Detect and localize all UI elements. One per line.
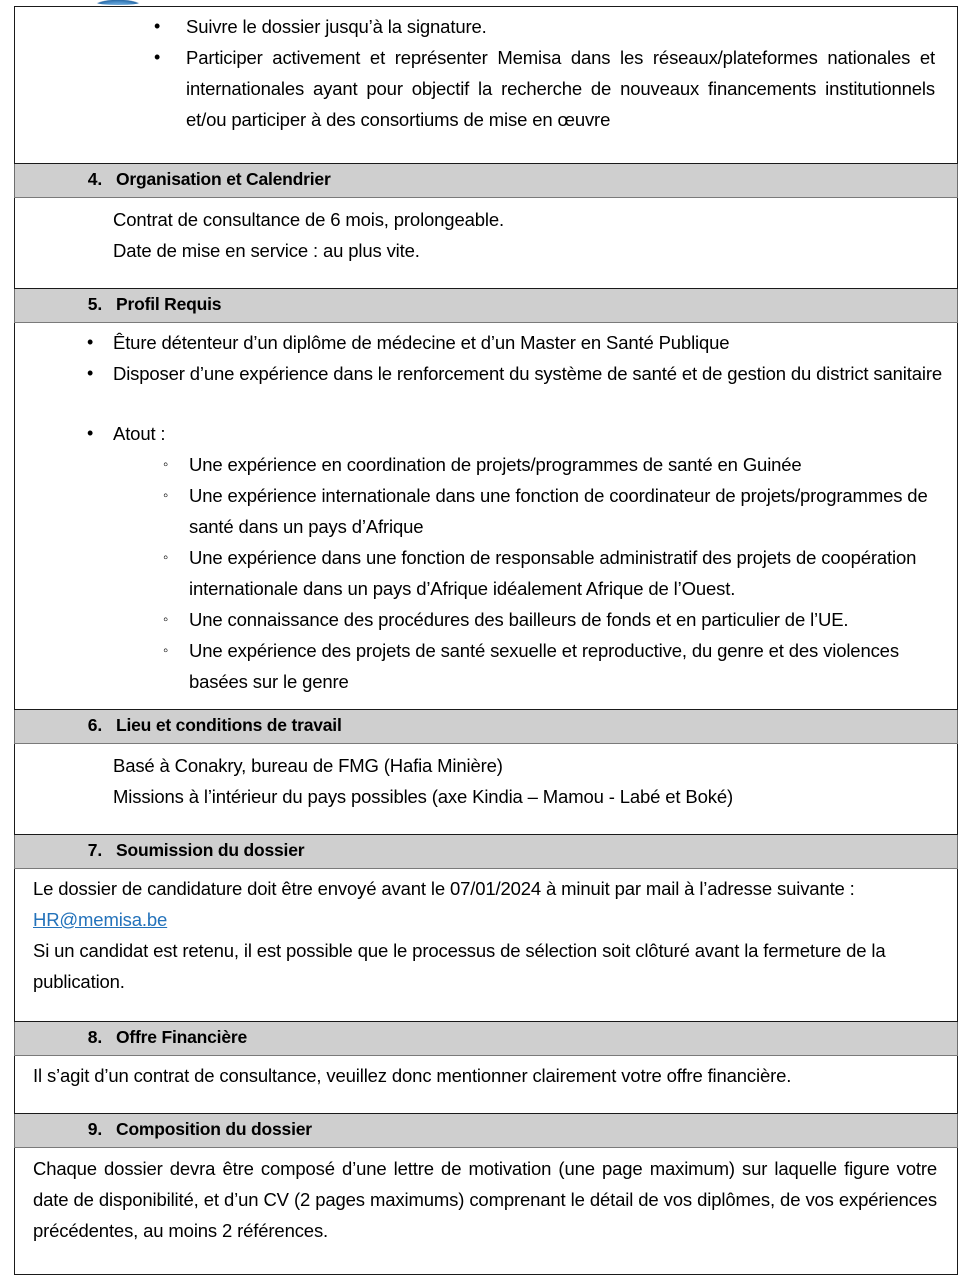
email-link[interactable]: HR@memisa.be [33,909,168,930]
section-number: 9. [87,1119,102,1139]
circle-bullet-icon: ◦ [163,642,169,659]
list-item [25,449,947,480]
list-item-label: Une expérience en coordination de projets/programmes de santé en Guinée [189,454,802,475]
table-row-section-4-header [15,164,958,198]
table-row-section-7-body [15,869,958,1022]
section-header-8 [15,1022,958,1056]
section-6-line-2: Missions à l’intérieur du pays possibles (axe Kindia – Mamou - Labé et Boké) [113,786,733,807]
section-7-paragraph [25,873,947,935]
section-number: 4. [87,169,102,189]
table-row-section-8-body [15,1056,958,1114]
section-header-6 [15,710,958,744]
section-8-paragraph: Il s’agit d’un contrat de consultance, veuillez donc mentionner clairement votre offre financière. [33,1065,792,1086]
section-body-4 [15,198,958,289]
section-title: Offre Financière [116,1027,248,1047]
list-item [25,327,947,358]
section-9-paragraph: Chaque dossier devra être composé d’une lettre de motivation (une page maximum) sur laquelle figure votre date de disponibilité, et d’un CV (2 pages maximums) comprenant le détail de vos diplômes, de vos expériences précédentes, au moins 2 références. [33,1158,937,1241]
section-body-6 [15,744,958,835]
bullet-icon: • [154,47,161,67]
bullet-icon: • [87,423,94,443]
memisa-logo-sliver [96,0,140,5]
bullet-icon: • [154,16,161,36]
section-number: 7. [87,840,102,860]
table-row-intro-bullets [15,7,958,164]
table-row-section-6-body [15,744,958,835]
list-item-label: Atout : [113,423,166,444]
list-item-label: Une expérience internationale dans une fonction de coordinateur de projets/programmes de santé dans un pays d’Afrique [189,485,928,537]
table-row-section-4-body [15,198,958,289]
table-row-section-5-header [15,289,958,323]
section-number: 6. [87,715,102,735]
intro-bullets-cell [15,7,958,164]
list-item [25,42,947,135]
section-body-8 [15,1056,958,1114]
list-item-label: Disposer d’une expérience dans le renforcement du système de santé et de gestion du district sanitaire [113,363,942,384]
section-title: Lieu et conditions de travail [116,715,342,735]
list-spacer [25,389,947,418]
table-row-section-9-body [15,1148,958,1275]
list-item [25,418,947,449]
list-item-label: Une connaissance des procédures des bailleurs de fonds et en particulier de l’UE. [189,609,849,630]
list-item-label: Une expérience dans une fonction de responsable administratif des projets de coopération internationale dans un pays d’Afrique idéalement Afrique de l’Ouest. [189,547,917,599]
list-item-label: Une expérience des projets de santé sexuelle et reproductive, du genre et des violences basées sur le genre [189,640,899,692]
intro-bullet-list [25,11,947,135]
section-header-4 [15,164,958,198]
section-6-line-1: Basé à Conakry, bureau de FMG (Hafia Minière) [113,755,503,776]
list-item-label: Suivre le dossier jusqu’à la signature. [186,16,487,37]
list-item [25,604,947,635]
section-title: Organisation et Calendrier [116,169,331,189]
list-item [25,635,947,697]
atout-bullet-list [25,418,947,449]
circle-bullet-icon: ◦ [163,611,169,628]
list-item [25,11,947,42]
section-body-9 [15,1148,958,1275]
section-number: 5. [87,294,102,314]
atout-sub-list [25,449,947,697]
bullet-icon: • [87,363,94,383]
circle-bullet-icon: ◦ [163,456,169,473]
circle-bullet-icon: ◦ [163,487,169,504]
table-row-section-6-header [15,710,958,744]
section-7-paragraph-2: Si un candidat est retenu, il est possible que le processus de sélection soit clôturé avant la fermeture de la publication. [33,940,886,992]
list-item [25,542,947,604]
section-4-line-1: Contrat de consultance de 6 mois, prolongeable. [113,209,504,230]
section-4-line-2: Date de mise en service : au plus vite. [113,240,420,261]
table-row-section-5-body [15,323,958,710]
job-posting-table [14,6,958,1275]
table-row-section-8-header [15,1022,958,1056]
list-item [25,358,947,389]
bullet-icon: • [87,332,94,352]
section-number: 8. [87,1027,102,1047]
list-item-label: Êture détenteur d’un diplôme de médecine et d’un Master en Santé Publique [113,332,730,353]
section-title: Composition du dossier [116,1119,312,1139]
profil-bullet-list [25,327,947,389]
section-7-text-before-link: Le dossier de candidature doit être envoyé avant le 07/01/2024 à minuit par mail à l’adresse suivante : [33,878,855,899]
section-title: Profil Requis [116,294,222,314]
section-header-5 [15,289,958,323]
table-row-section-9-header [15,1114,958,1148]
section-header-9 [15,1114,958,1148]
circle-bullet-icon: ◦ [163,549,169,566]
document-body [14,6,958,1275]
list-item [25,480,947,542]
section-body-7 [15,869,958,1022]
section-body-5 [15,323,958,710]
table-row-section-7-header [15,835,958,869]
section-title: Soumission du dossier [116,840,305,860]
list-item-label: Participer activement et représenter Memisa dans les réseaux/plateformes nationales et internationales ayant pour objectif la recherche de nouveaux financements institutionnels et/ou participer à des consortiums de mise en œuvre [186,47,935,130]
section-header-7 [15,835,958,869]
